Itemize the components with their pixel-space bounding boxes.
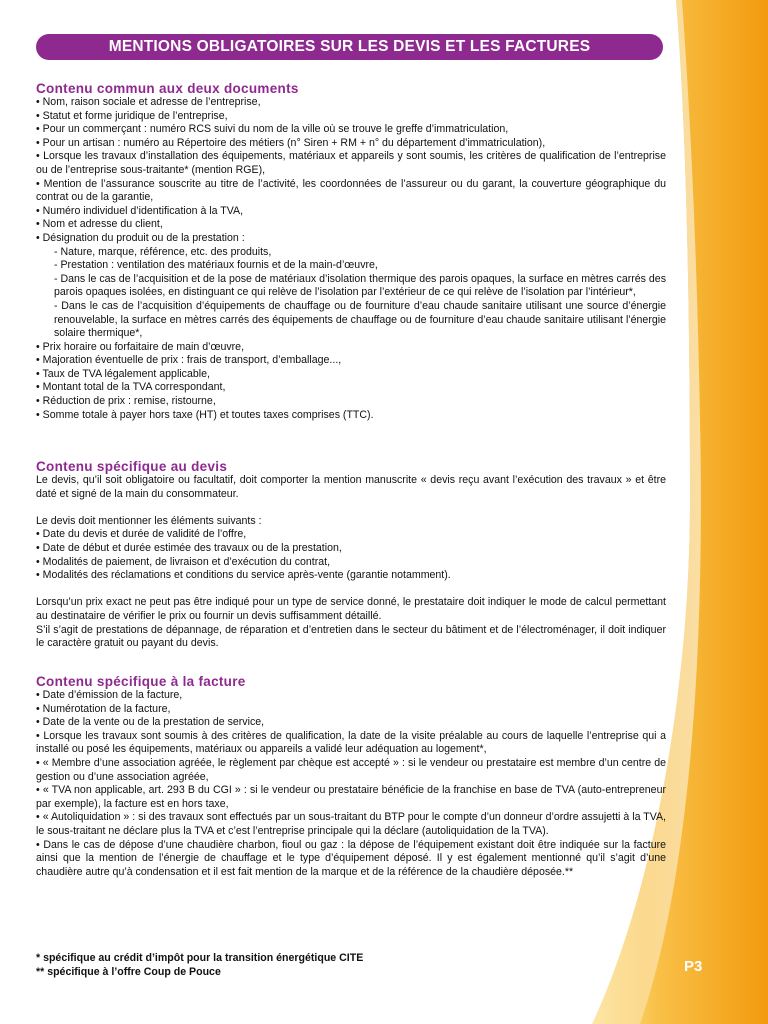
list-item: • Réduction de prix : remise, ristourne, [36, 395, 666, 409]
list-item: • Lorsque les travaux sont soumis à des critères de qualification, la date de la visite préalable au cours de laquelle l’entreprise qui a installé ou posé les équipements, matériaux ou appareils a validé leur adéquation au logement*, [36, 730, 666, 757]
footnote-coup-de-pouce: ** spécifique à l’offre Coup de Pouce [36, 965, 221, 978]
devis-paragraph-price: Lorsqu’un prix exact ne peut pas être indiqué pour un type de service donné, le prestataire doit indiquer le mode de calcul permettant au destinataire de vérifier le prix ou fournir un devis suffisamment détaillé. [36, 596, 666, 622]
list-item: • « TVA non applicable, art. 293 B du CGI » : si le vendeur ou prestataire bénéficie de la franchise en base de TVA (auto-entrepreneur par exemple), la facture est en hors taxe, [36, 784, 666, 811]
section-heading-devis: Contenu spécifique au devis [36, 459, 228, 474]
section-heading-facture: Contenu spécifique à la facture [36, 674, 246, 689]
list-item: • Numéro individuel d’identification à la TVA, [36, 205, 666, 219]
list-item: • Date du devis et durée de validité de l’offre, [36, 528, 666, 542]
sub-list-item: - Dans le cas de l’acquisition d’équipements de chauffage ou de fourniture d’eau chaude sanitaire utilisant une source d’énergie renouvelable, la surface en mètres carrés des équipements de chauffage ou de fourniture d’eau chaude sanitaire utilisant l’énergie solaire thermique*, [54, 300, 666, 341]
list-item: • Nom et adresse du client, [36, 218, 666, 232]
list-item: • Date de début et durée estimée des travaux ou de la prestation, [36, 542, 666, 556]
list-item: • Majoration éventuelle de prix : frais de transport, d’emballage..., [36, 354, 666, 368]
devis-list-intro: Le devis doit mentionner les éléments suivants : [36, 514, 262, 527]
list-item: • Désignation du produit ou de la prestation : [36, 232, 666, 246]
list-item: • Modalités des réclamations et conditions du service après-vente (garantie notamment). [36, 569, 666, 583]
list-item: • Dans le cas de dépose d’une chaudière charbon, fioul ou gaz : la dépose de l’équipement existant doit être indiquée sur la facture ainsi que la mention de l’énergie de chauffage et le type d’équipement déposé. Il y est également mentionné qu’il s’agit d’une chaudière autre qu’à condensation et il est fait mention de la marque et de la référence de la chaudière déposée.** [36, 839, 666, 880]
devis-paragraph-depannage: S’il s’agit de prestations de dépannage, de réparation et d’entretien dans le secteur du bâtiment et de l’électroménager, il doit indiquer le caractère gratuit ou payant du devis. [36, 623, 666, 650]
list-item: • Taux de TVA légalement applicable, [36, 368, 666, 382]
list-item: • « Membre d’une association agréée, le règlement par chèque est accepté » : si le vendeur ou prestataire est membre d’un centre de gestion ou d’une association agréée, [36, 757, 666, 784]
common-list-b [36, 341, 666, 423]
common-sub-list [36, 246, 666, 341]
sub-list-item: - Prestation : ventilation des matériaux fournis et de la main-d’œuvre, [54, 259, 666, 273]
list-item: • « Autoliquidation » : si des travaux sont effectués par un sous-traitant du BTP pour le compte d’un donneur d’ordre assujetti à la TVA, le sous-traitant ne déclare plus la TVA et c’est l’entreprise principale qui la déclare (autoliquidation de la TVA). [36, 811, 666, 838]
list-item: • Modalités de paiement, de livraison et d’exécution du contrat, [36, 556, 666, 570]
footnotes [36, 952, 363, 979]
section-devis [36, 459, 666, 651]
list-item: • Numérotation de la facture, [36, 703, 666, 717]
list-item: • Nom, raison sociale et adresse de l’entreprise, [36, 96, 666, 110]
sub-list-item: - Nature, marque, référence, etc. des produits, [54, 246, 666, 260]
list-item: • Pour un artisan : numéro au Répertoire des métiers (n° Siren + RM + n° du département d’immatriculation), [36, 137, 666, 151]
sub-list-item: - Dans le cas de l’acquisition et de la pose de matériaux d’isolation thermique des parois opaques, la surface en mètres carrés des parois opaques isolées, en distinguant ce qui relève de l’isolation par l’extérieur de ce qui relève de l’isolation par l’intérieur*, [54, 273, 666, 300]
footnote-cite: * spécifique au crédit d’impôt pour la transition énergétique CITE [36, 952, 364, 964]
list-item: • Montant total de la TVA correspondant, [36, 381, 666, 395]
list-item: • Somme totale à payer hors taxe (HT) et toutes taxes comprises (TTC). [36, 409, 666, 423]
list-item: • Date d’émission de la facture, [36, 689, 666, 703]
list-item: • Mention de l’assurance souscrite au titre de l’activité, les coordonnées de l’assureur ou du garant, la couverture géographique du contrat ou de la garantie, [36, 178, 666, 205]
title-banner [36, 34, 663, 60]
facture-list [36, 689, 666, 879]
page-number: P3 [684, 958, 703, 975]
list-item: • Pour un commerçant : numéro RCS suivi du nom de la ville où se trouve le greffe d’immatriculation, [36, 123, 666, 137]
page-title: MENTIONS OBLIGATOIRES SUR LES DEVIS ET LES FACTURES [108, 38, 591, 55]
section-common-content [36, 81, 666, 422]
list-item: • Date de la vente ou de la prestation de service, [36, 716, 666, 730]
common-list-a [36, 96, 666, 246]
devis-intro: Le devis, qu’il soit obligatoire ou facultatif, doit comporter la mention manuscrite « devis reçu avant l’exécution des travaux » et être daté et signé de la main du consommateur. [36, 474, 666, 500]
section-heading-common: Contenu commun aux deux documents [36, 81, 299, 96]
list-item: • Statut et forme juridique de l’entreprise, [36, 110, 666, 124]
list-item: • Prix horaire ou forfaitaire de main d’œuvre, [36, 341, 666, 355]
devis-list [36, 528, 666, 582]
section-facture [36, 674, 666, 879]
list-item: • Lorsque les travaux d’installation des équipements, matériaux et appareils y sont soumis, les critères de qualification de l’entreprise ou de l’entreprise sous-traitante* (mention RGE), [36, 150, 666, 177]
